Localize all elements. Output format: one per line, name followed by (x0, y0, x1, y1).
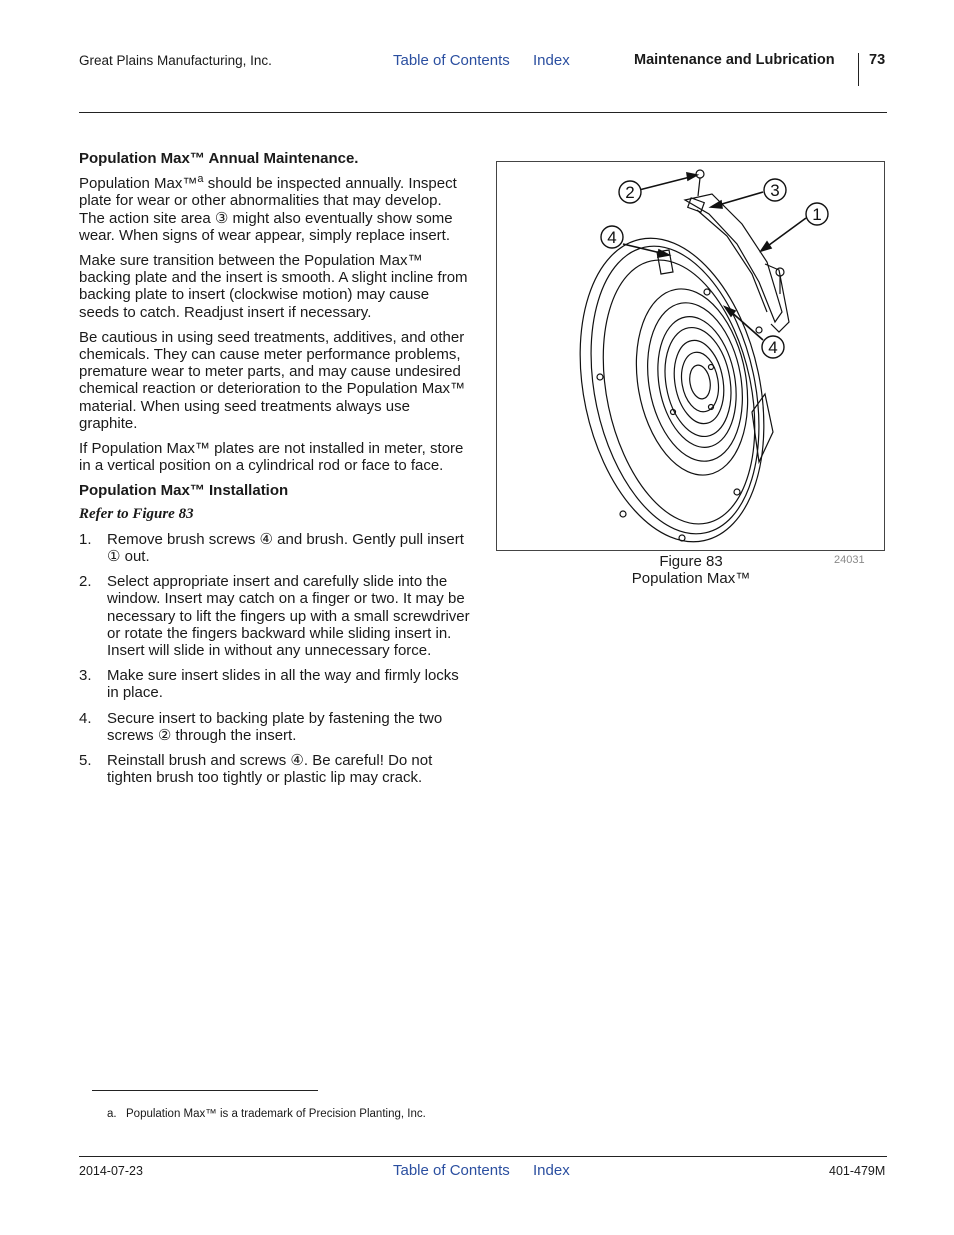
header-divider (858, 53, 859, 86)
toc-link-footer[interactable]: Table of Contents (393, 1162, 510, 1179)
footnote-ref[interactable]: a (197, 173, 204, 186)
figure-caption-number: Figure 83 (659, 553, 723, 570)
body-column (79, 150, 471, 795)
figure-caption-title: Population Max™ (631, 570, 751, 587)
company-name: Great Plains Manufacturing, Inc. (79, 53, 272, 68)
population-max-illustration (497, 162, 884, 550)
callout-3-label: 3 (770, 181, 780, 200)
callout-2-label: 2 (625, 183, 635, 202)
step-item: 5. Reinstall brush and screws ④. Be careful! Do not tighten brush too tightly or plastic lip may crack. (79, 752, 433, 787)
paragraph-1: Population Max™$^a$ should be inspected annually. Inspect plate for wear or other abnormalities that may develop. The action site area ③ might also eventually show some wear. When signs of wear appear, simply replace insert. (79, 173, 457, 244)
footnote-marker: a. (107, 1108, 117, 1120)
index-link-footer[interactable]: Index (533, 1162, 570, 1179)
callout-1-label: 1 (812, 205, 822, 224)
step-item: 4. Secure insert to backing plate by fastening the two screws ② through the insert. (79, 709, 443, 744)
header-rule (79, 112, 887, 113)
screw-top (696, 170, 704, 178)
footnote-rule (92, 1090, 318, 1091)
figure-image-number: 24031 (834, 554, 865, 566)
callout-4-lower-label: 4 (768, 338, 778, 357)
toc-link-header[interactable]: Table of Contents (393, 52, 510, 69)
index-link-header[interactable]: Index (533, 52, 570, 69)
outer-flange (554, 221, 790, 550)
page-number: 73 (869, 52, 886, 68)
footer-rule (79, 1156, 887, 1157)
figure-83 (496, 161, 885, 551)
paragraph-4: If Population Max™ plates are not installed in meter, store in a vertical position on a cylindrical rod or face to face. (79, 440, 464, 475)
installation-steps (79, 531, 471, 787)
step-item: 3. Make sure insert slides in all the way and firmly locks in place. (79, 667, 459, 702)
plate-ring (622, 280, 761, 484)
insert (685, 194, 782, 322)
step-item: 2. Select appropriate insert and carefully slide into the window. Insert may catch on a finger or two. It may be necessary to lift the fingers up with a small screwdriver or rotate the fingers backward while sliding insert in. Insert will slide in without any unnecessary force. (79, 573, 470, 660)
paragraph-2: Make sure transition between the Population Max™ backing plate and the insert is smooth. A slight incline from backing plate to insert (clockwise motion) may cause seeds to catch. Readjust insert if necessary. (79, 252, 468, 321)
callout-4-upper-label: 4 (607, 228, 617, 247)
footer-date: 2014-07-23 (79, 1164, 143, 1178)
heading-annual-maintenance: Population Max™ Annual Maintenance. (79, 150, 359, 167)
document-number: 401-479M (829, 1164, 886, 1178)
footnote-text: Population Max™ is a trademark of Precision Planting, Inc. (126, 1108, 426, 1120)
refer-figure-link[interactable]: Refer to Figure 83 (79, 505, 194, 522)
section-title: Maintenance and Lubrication (634, 52, 835, 68)
heading-installation: Population Max™ Installation (79, 482, 289, 500)
step-item: 1. Remove brush screws ④ and brush. Gently pull insert ① out. (79, 530, 464, 566)
paragraph-3: Be cautious in using seed treatments, additives, and other chemicals. They can cause meter performance problems, premature wear to meter parts, and may cause undesired chemical reaction or deterioration to the Population Max™ material. When using seed treatments always use graphite. (79, 328, 466, 432)
